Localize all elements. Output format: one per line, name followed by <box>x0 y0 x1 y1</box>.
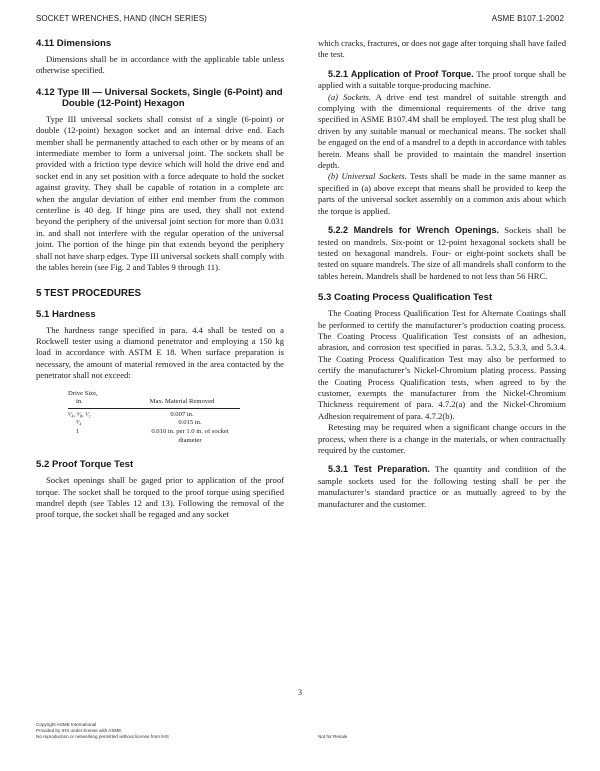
table-cell-drive-size: 1 <box>76 427 80 435</box>
section-5-1-paragraph: The hardness range specified in para. 4.4 shall be tested on a Rockwell tester using a diamond penetrator and employing a 150 kg load in accordance with ASTM E 18. When surface preparation is necessary, the amount of material removed in the area contacted by the penetrator shall not exceed: <box>36 324 284 381</box>
table-header-max-removed: Max. Material Removed <box>149 398 215 406</box>
section-5-2-1-text: The proof torque shall be applied with a suitable torque-producing machine. <box>318 68 566 91</box>
section-5-3-1-text: The quantity and condition of the sample sockets used for the following testing shall be per the manufacturer’s standard practice or as mutually agreed to by the manufacturer and the customer. <box>318 464 566 509</box>
footer-line-3: No reproduction or networking permitted without license from IHS <box>36 734 169 739</box>
item-b-label: (b) Universal Sockets. <box>328 171 407 182</box>
section-5-2-heading: 5.2 Proof Torque Test <box>36 459 134 471</box>
section-5-3-1-paragraph <box>318 464 566 510</box>
left-column <box>36 38 284 521</box>
section-5-3-heading: 5.3 Coating Process Qualification Test <box>318 292 493 304</box>
material-removal-table <box>68 390 284 446</box>
table-header-drive-size-line1: Drive Size, <box>68 389 98 397</box>
page-number: 3 <box>298 688 302 697</box>
running-header <box>36 14 564 23</box>
not-for-resale-label: Not for Resale <box>318 734 348 739</box>
section-5-3-paragraph-2: Retesting may be required when a significant change occurs in the process, when there is a change in the materials, or when contractually required by the customer. <box>318 422 566 455</box>
table-cell-drive-size: ³⁄₄ <box>76 419 82 427</box>
table-cell-max-removed: 0.015 in. <box>178 419 202 427</box>
footer-line-1: Copyright ASME International <box>36 722 97 727</box>
footer-line-2: Provided by IHS under license with ASME <box>36 728 122 733</box>
item-a-text: A drive end test mandrel of suitable strength and complying with the dimensional requirements of the drive tang specified in ASME B107.4M shall be employed. The test plug shall be driven by any suitable manual or mechanical means. The socket shall be engaged on the end of a mandrel to a depth in accordance with tables herein. Means shall be provided to maintain the mandrel insertion depth. <box>318 91 567 171</box>
section-5-2-2-paragraph <box>318 225 566 282</box>
table-row <box>68 411 284 420</box>
section-5-3-1-heading: 5.3.1 Test Preparation. <box>328 464 430 475</box>
section-5-2-1-heading: 5.2.1 Application of Proof Torque. <box>328 68 474 79</box>
section-5-1-heading: 5.1 Hardness <box>36 308 96 320</box>
section-5-3-paragraph-1: The Coating Process Qualification Test for Alternate Coatings shall be performed to certify the manufacturer’s production coating process. The Coating Process Qualification Test consists of an adhesion, abrasion, and corrosion test specified in paras. 5.3.2, 5.3.3, and 5.3.4. The Coating Process Qualification Test may also be performed to certify the manufacturer’s Nickel-Chromium plating process. Passing the Coating Process Qualification tests, when agreed to by the customer, exempts the manufacturer from the Nickel-Chromium Thickness requirement of para. 4.7.2(a) and the Nickel-Chromium Adhesion requirement of para. 4.7.2(b). <box>318 308 566 421</box>
table-cell-max-removed: 0.010 in. per 1.0 in. of socket diameter <box>151 427 229 444</box>
section-5-2-2-text: Sockets shall be tested on mandrels. Six-point or 12-point hexagonal sockets shall be tested on hexagonal mandrels. Four- or eight-point sockets shall be tested on square mandrels. The size of all mandrels shall conform to the tables herein. Mandrels shall be hardened to not less than 56 HRC. <box>318 225 566 281</box>
table-row <box>68 419 284 428</box>
section-4-12-paragraph: Type III universal sockets shall consist of a single (6-point) or double (12-point) hexagon socket and an internal drive end. Each member shall be permanently attached to each other or by means of an intermediate member to form a universal joint. The sockets shall be provided with a friction type device which will hold the drive end and socket end in any set position with a force adequate to hold the socket against gravity. They shall be capable of rotation in a complete arc when the angular deviation of either end member from the common centerline is 40 deg. If hinge pins are used, they shall not extend beyond the periphery of the universal joint section for more than 0.031 in. and shall not interfere with the regular operation of the universal joint. The portion of the hinge pin that extends beyond the periphery shall not have sharp edges. Type III universal sockets shall comply with the tables herein (see Fig. 2 and Tables 9 through 11). <box>36 113 284 273</box>
section-5-2-1-paragraph <box>318 69 566 92</box>
section-5-heading: 5 TEST PROCEDURES <box>36 287 142 299</box>
table-row <box>68 428 284 445</box>
section-5-2-1-b-paragraph <box>318 171 566 217</box>
table-cell-drive-size: ¹⁄₄, ³⁄₈, ¹⁄₂ <box>68 410 91 418</box>
continued-paragraph: which cracks, fractures, or does not gage after torquing shall have failed the test. <box>318 38 566 60</box>
copyright-footer <box>36 722 169 740</box>
right-column <box>318 38 566 510</box>
item-b-text: Tests shall be made in the same manner as specified in (a) above except that means shall be provided to keep the parts of the universal socket assembly on a common axis about which the torque is applied. <box>318 171 566 216</box>
item-a-label: (a) Sockets. <box>328 91 372 102</box>
header-title: SOCKET WRENCHES, HAND (INCH SERIES) <box>36 14 207 23</box>
table-header-row <box>68 390 284 407</box>
section-5-2-paragraph: Socket openings shall be gaged prior to application of the proof torque. The socket shall be torqued to the proof torque using specified mandrel depth (see Tables 12 and 13). Following the removal of the proof torque, the socket shall be regaged and any socket <box>36 475 284 520</box>
section-4-11-heading: 4.11 Dimensions <box>36 38 112 49</box>
table-header-drive-size <box>68 390 124 407</box>
section-4-11-paragraph: Dimensions shall be in accordance with the applicable table unless otherwise specified. <box>36 54 284 76</box>
table-rule <box>68 408 240 409</box>
section-5-2-1-a-paragraph <box>318 92 566 172</box>
table-cell-max-removed: 0.007 in. <box>170 410 194 418</box>
section-5-2-2-heading: 5.2.2 Mandrels for Wrench Openings. <box>328 225 499 236</box>
section-4-12-heading: 4.12 Type III — Universal Sockets, Single (6-Point) and Double (12-Point) Hexagon <box>36 86 283 109</box>
table-header-drive-size-line2: in. <box>76 398 83 406</box>
header-standard-number: ASME B107.1-2002 <box>491 14 564 23</box>
